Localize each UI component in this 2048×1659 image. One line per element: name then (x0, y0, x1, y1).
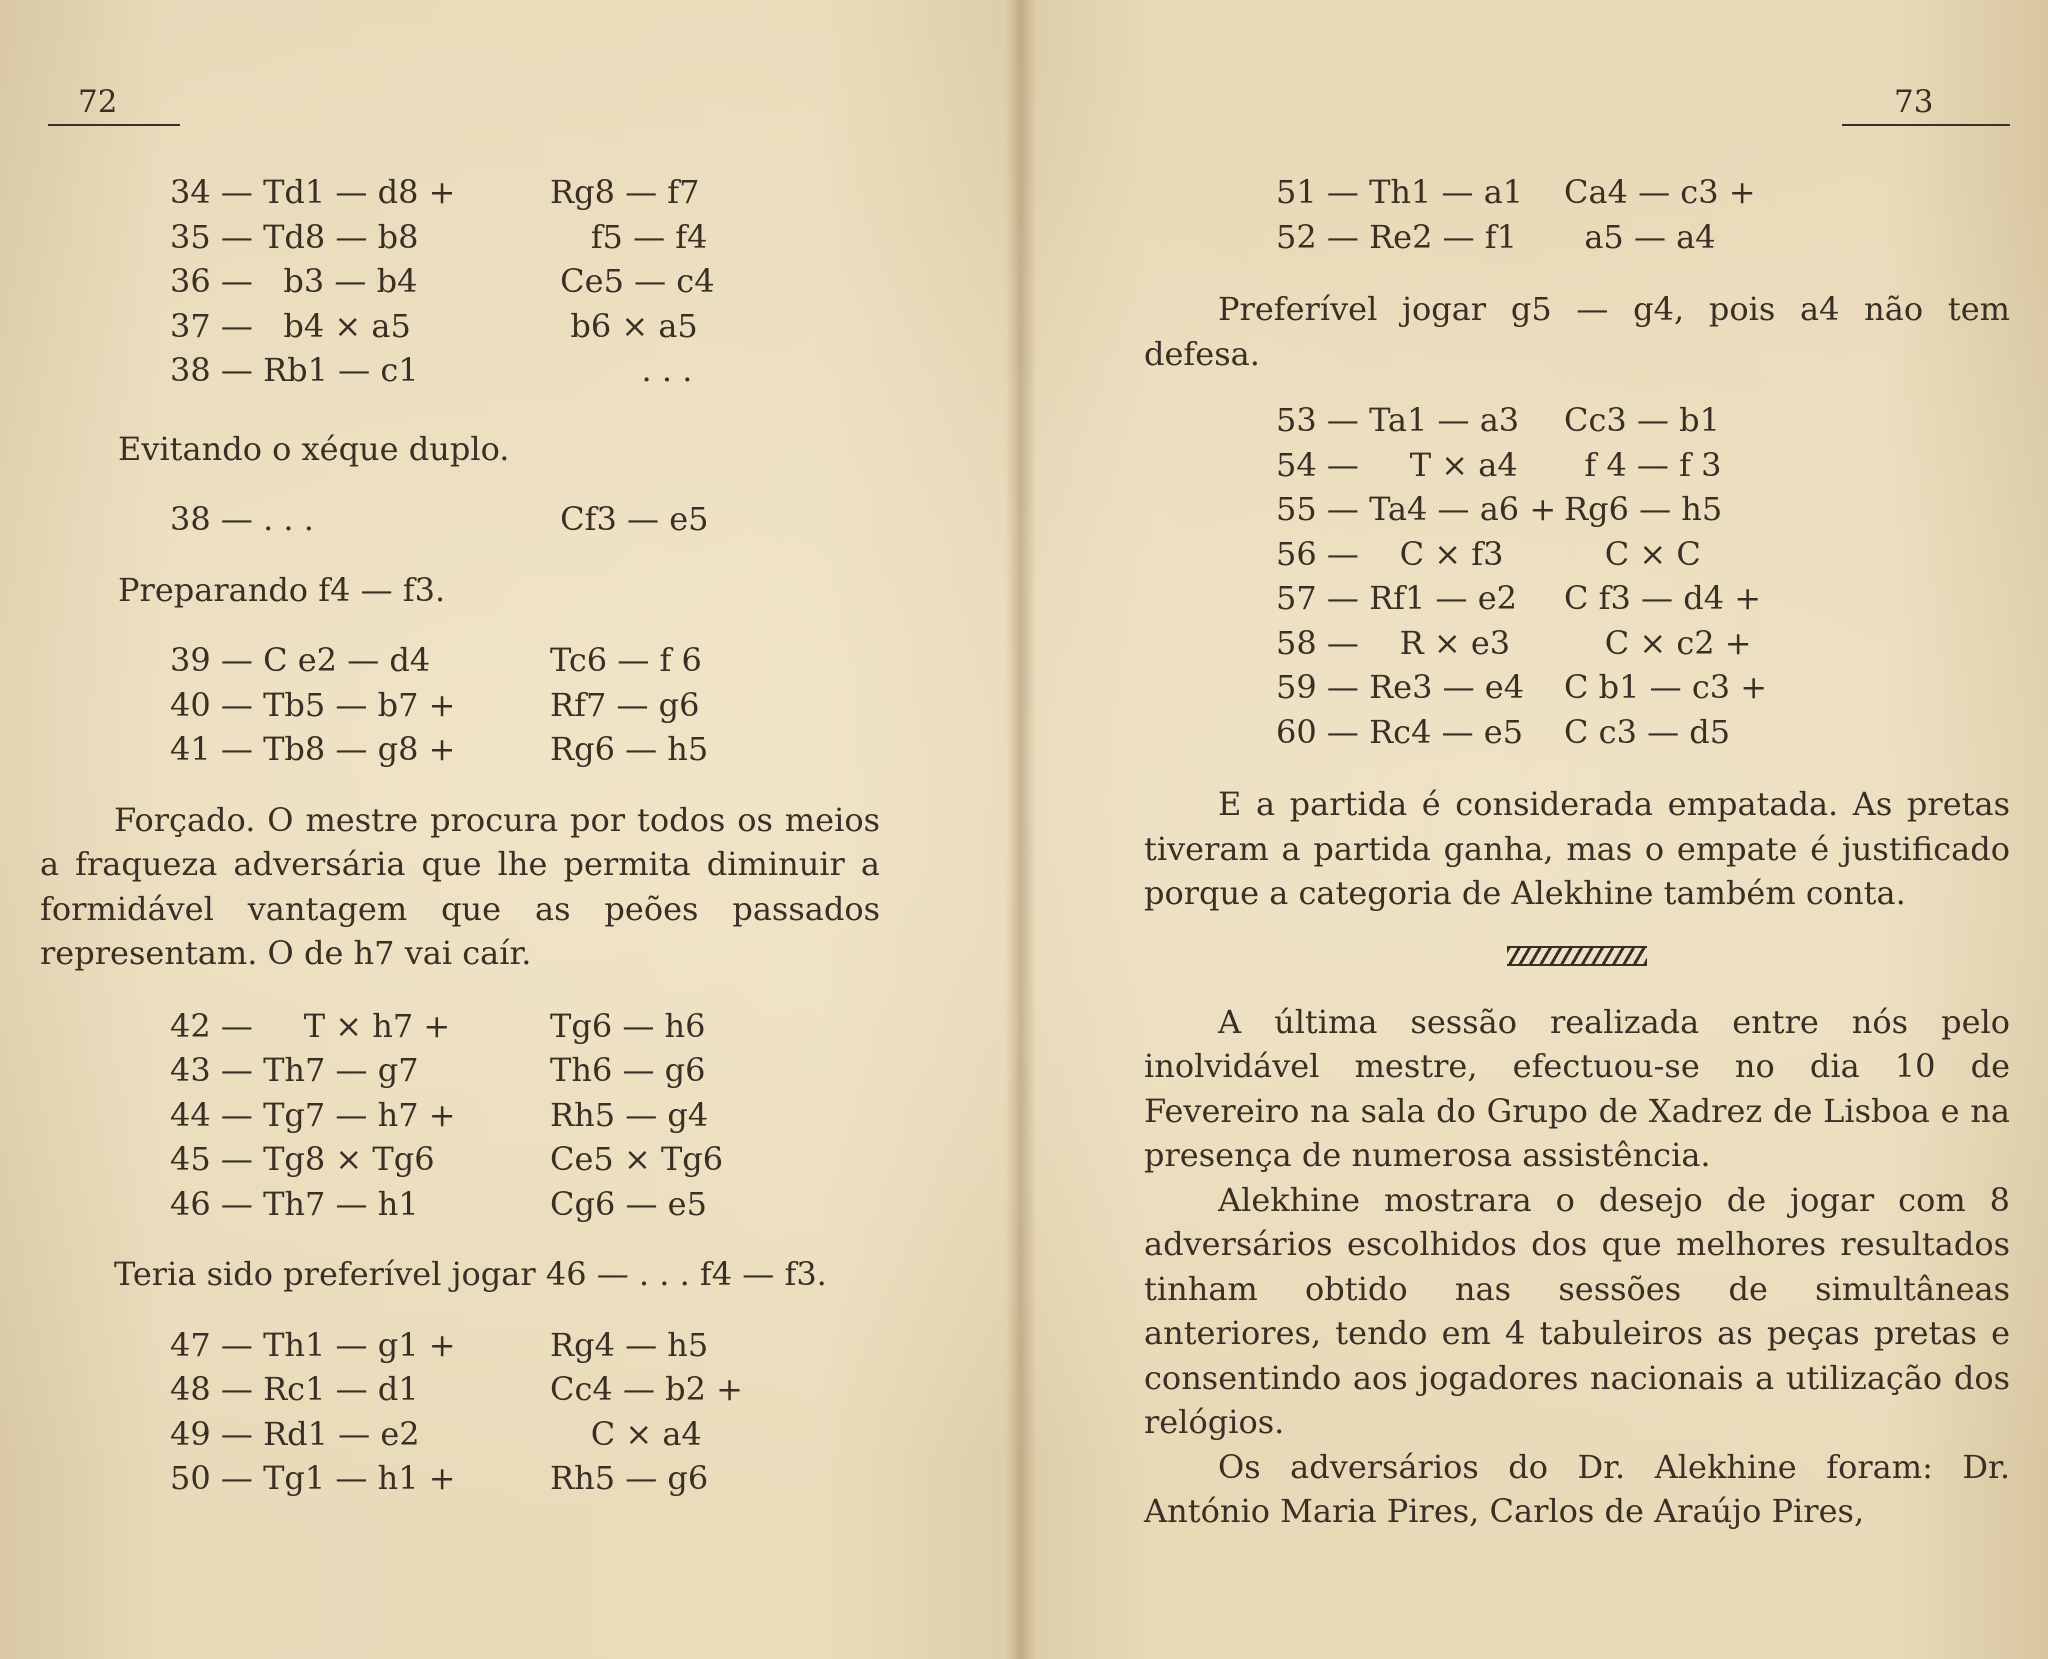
move-row (40, 638, 880, 683)
black-move: C × c2 + (1564, 623, 1752, 662)
white-move: 39 — C e2 — d4 (170, 641, 431, 680)
annotation: Preferível jogar g5 — g4, pois a4 não tem defesa. (1144, 290, 2010, 373)
move-row (1144, 398, 2010, 443)
black-move: Cc3 — b1 (1564, 401, 1720, 440)
black-move: Tg6 — h6 (550, 1006, 706, 1045)
move-row (40, 304, 880, 349)
move-row (1144, 665, 2010, 710)
black-move: C × C (1564, 534, 1701, 573)
move-row (1144, 710, 2010, 755)
move-row (40, 170, 880, 215)
black-move: C b1 — c3 + (1564, 668, 1768, 707)
move-row (40, 348, 880, 393)
white-move: 60 — Rc4 — e5 (1276, 712, 1524, 751)
black-move: b6 × a5 (550, 306, 698, 345)
black-move: f5 — f4 (550, 217, 708, 256)
move-row (1144, 621, 2010, 666)
right-page-content (1144, 170, 2010, 1534)
black-move: C c3 — d5 (1564, 712, 1731, 751)
white-move: 44 — Tg7 — h7 + (170, 1095, 456, 1134)
move-row (1144, 532, 2010, 577)
white-move: 52 — Re2 — f1 (1276, 217, 1517, 256)
white-move: 46 — Th7 — h1 (170, 1184, 419, 1223)
black-move: Rg6 — h5 (550, 730, 709, 769)
white-move: 50 — Tg1 — h1 + (170, 1459, 456, 1498)
black-move: Rh5 — g6 (550, 1459, 709, 1498)
move-block-3 (40, 638, 880, 772)
move-row (40, 1137, 880, 1182)
black-move: Rg4 — h5 (550, 1325, 709, 1364)
move-row (40, 1004, 880, 1049)
white-move: 57 — Rf1 — e2 (1276, 579, 1517, 618)
move-block-2 (40, 497, 880, 542)
move-block-2 (1144, 398, 2010, 754)
white-move: 34 — Td1 — d8 + (170, 173, 456, 212)
move-block-1 (40, 170, 880, 393)
move-row (40, 683, 880, 728)
section-ornament (1144, 946, 2010, 966)
left-page-content (40, 170, 880, 1501)
move-row (1144, 487, 2010, 532)
page-number: 73 (1894, 84, 1934, 120)
ornament-divider (1507, 946, 1647, 966)
white-move: 48 — Rc1 — d1 (170, 1370, 419, 1409)
paragraph: A última sessão realizada entre nós pelo inolvidável mestre, efectuou-se no dia 10 de Fevereiro na sala do Grupo de Xadrez de Lisboa e na presença de numerosa assistência. (1144, 1002, 2010, 1174)
black-move: Rg6 — h5 (1564, 490, 1723, 529)
white-move: 42 — T × h7 + (170, 1006, 451, 1045)
black-move: C f3 — d4 + (1564, 579, 1762, 618)
move-row (40, 1323, 880, 1368)
move-row (40, 1456, 880, 1501)
move-row (40, 1048, 880, 1093)
right-page (1030, 0, 2048, 1659)
move-row (1144, 576, 2010, 621)
white-move: 38 — Rb1 — c1 (170, 351, 419, 390)
annotation: Preparando f4 — f3. (118, 570, 446, 609)
black-move: Cf3 — e5 (550, 500, 709, 539)
annotation: Teria sido preferível jogar 46 — . . . f4 — f3. (114, 1255, 827, 1293)
white-move: 58 — R × e3 (1276, 623, 1511, 662)
annotation: Evitando o xéque duplo. (118, 429, 510, 468)
white-move: 35 — Td8 — b8 (170, 217, 419, 256)
move-row (1144, 443, 2010, 488)
black-move: Cg6 — e5 (550, 1184, 707, 1223)
move-row (40, 259, 880, 304)
white-move: 41 — Tb8 — g8 + (170, 730, 456, 769)
move-row (40, 1412, 880, 1457)
white-move: 51 — Th1 — a1 (1276, 173, 1524, 212)
white-move: 38 — . . . (170, 500, 314, 539)
white-move: 45 — Tg8 × Tg6 (170, 1140, 435, 1179)
left-page (0, 0, 1010, 1659)
black-move: Ce5 — c4 (550, 262, 715, 301)
white-move: 59 — Re3 — e4 (1276, 668, 1525, 707)
move-row (1144, 170, 2010, 215)
black-move: Th6 — g6 (550, 1051, 706, 1090)
move-row (40, 215, 880, 260)
move-block-4 (40, 1004, 880, 1227)
move-row (40, 1367, 880, 1412)
white-move: 49 — Rd1 — e2 (170, 1414, 420, 1453)
white-move: 54 — T × a4 (1276, 445, 1518, 484)
move-row (40, 497, 880, 542)
white-move: 56 — C × f3 (1276, 534, 1504, 573)
white-move: 47 — Th1 — g1 + (170, 1325, 456, 1364)
black-move: C × a4 (550, 1414, 702, 1453)
black-move: f 4 — f 3 (1564, 445, 1722, 484)
header-rule (48, 124, 180, 126)
paragraph: Alekhine mostrara o desejo de jogar com 8 adversários escolhidos dos que melhores resultados tinham obtido nas sessões de simultâneas anteriores, tendo em 4 tabuleiros as peças pretas e consentindo aos jogadores nacionais a utilização dos relógios. (1144, 1180, 2010, 1441)
annotation: Forçado. O mestre procura por todos os meios a fraqueza adversária que lhe permita diminuir a formidável vantagem que as peões passados representam. O de h7 vai caír. (40, 800, 880, 972)
white-move: 36 — b3 — b4 (170, 262, 418, 301)
move-row (40, 1182, 880, 1227)
move-row (40, 1093, 880, 1138)
move-block-1 (1144, 170, 2010, 259)
annotation: E a partida é considerada empatada. As pretas tiveram a partida ganha, mas o empate é justificado porque a categoria de Alekhine também conta. (1144, 785, 2010, 912)
black-move: a5 — a4 (1564, 217, 1716, 256)
white-move: 43 — Th7 — g7 (170, 1051, 419, 1090)
white-move: 37 — b4 × a5 (170, 306, 411, 345)
black-move: Tc6 — f 6 (550, 641, 702, 680)
black-move: . . . (550, 351, 693, 390)
black-move: Ca4 — c3 + (1564, 173, 1756, 212)
move-block-5 (40, 1323, 880, 1501)
page-number: 72 (78, 84, 118, 120)
white-move: 40 — Tb5 — b7 + (170, 685, 456, 724)
black-move: Rg8 — f7 (550, 173, 700, 212)
white-move: 55 — Ta4 — a6 + (1276, 490, 1557, 529)
black-move: Rf7 — g6 (550, 685, 700, 724)
black-move: Rh5 — g4 (550, 1095, 709, 1134)
black-move: Cc4 — b2 + (550, 1370, 743, 1409)
move-row (1144, 215, 2010, 260)
header-rule (1842, 124, 2010, 126)
white-move: 53 — Ta1 — a3 (1276, 401, 1520, 440)
paragraph: Os adversários do Dr. Alekhine foram: Dr. António Maria Pires, Carlos de Araújo Pires, (1144, 1447, 2010, 1530)
move-row (40, 727, 880, 772)
black-move: Ce5 × Tg6 (550, 1140, 724, 1179)
